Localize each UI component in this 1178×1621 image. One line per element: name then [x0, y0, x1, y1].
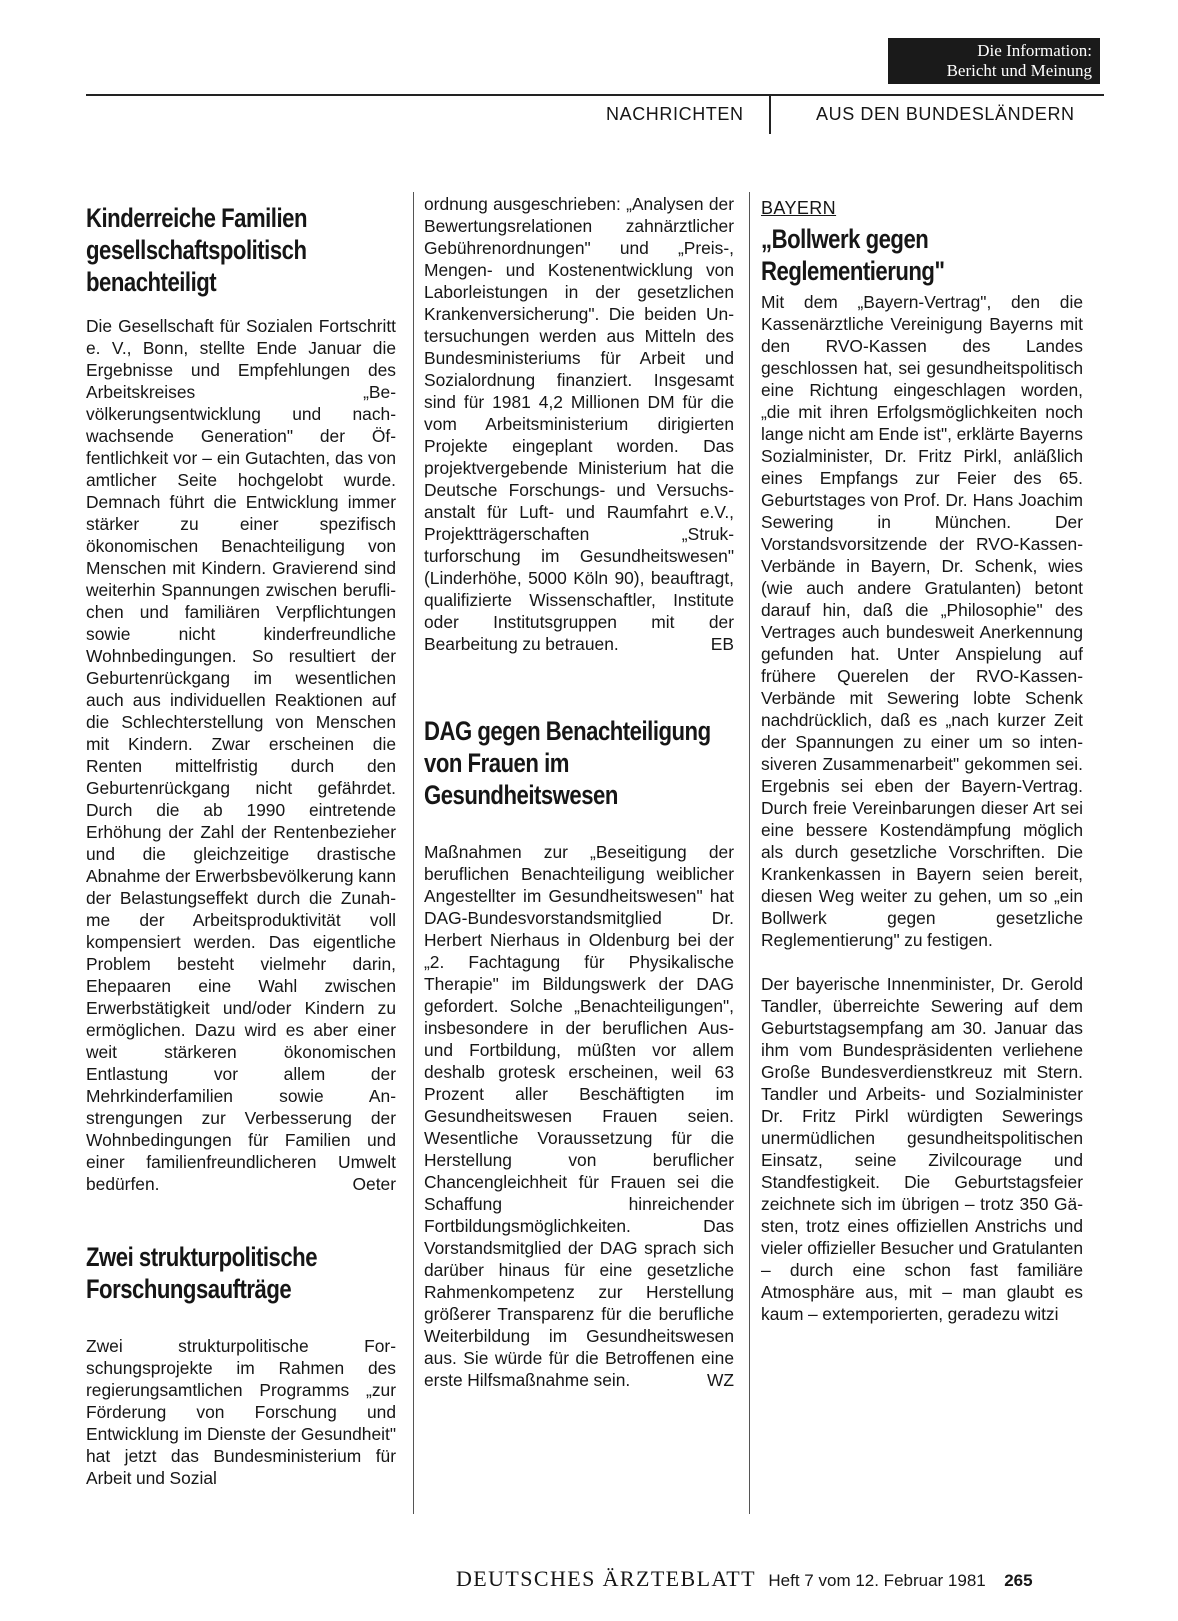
badge-line-2: Bericht und Meinung: [946, 61, 1092, 80]
article-title-research: Zwei strukturpolitische Forschungsaufträge: [86, 1242, 318, 1304]
article-body-bollwerk-1: Mit dem „Bayern-Vertrag", den die Kassenärztliche Vereinigung Bayerns mit den RVO-Kassen des Landes geschlossen hat, sei gesundheitspolitisch eine Richtung eingeschlagen worden, „die mit ihren Erfolgsmöglichkeiten noch lange nicht am Ende ist", erklärte Bayerns Sozialminister, Dr. Fritz Pirkl, anläßlich eines Empfangs zur Feier des 65. Geburtstages von Prof. Dr. Hans Joachim Sewering in München. Der Vorstandsvorsitzende der RVO-Kassen-Verbände in Bayern, Dr. Schenk, wies (wie auch andere Gratulanten) betont darauf hin, daß die „Philosophie" des Vertrages auch bundesweit Anerkennung gefunden hat. Unter Anspielung auf frühere Querelen der RVO-Kassen-Verbände mit Sewering lobte Schenk nachdrücklich, daß es „nach kurzer Zeit der Spannungen zu einer um so intensiveren Zusammenarbeit" gekommen sei. Ergebnis sei eben der Bayern-Vertrag. Durch freie Vereinbarungen dieser Art sei eine bessere Kostendämpfung möglich als durch gesetzliche Vorschriften. Die Krankenkassen in Bayern seien bereit, diesen Weg weiter zu gehen, um so „ein Bollwerk gegen gesetzliche Reglementierung" zu festigen.: [761, 292, 1083, 950]
badge-line-1: Die Information:: [977, 41, 1092, 60]
article-title-dag: DAG gegen Benachteiligung von Frauen im Gesundheitswesen: [424, 716, 711, 810]
page-number: 265: [1004, 1571, 1033, 1590]
header-rule: [86, 94, 1104, 96]
signature-eb: EB: [710, 634, 734, 654]
column-1: [86, 202, 396, 1489]
signature-oeter: Oeter: [352, 1174, 396, 1194]
magazine-name: DEUTSCHES ÄRZTEBLATT: [456, 1566, 756, 1591]
article-body-research: Zwei strukturpolitische Forschungsprojekte im Rahmen des regierungsamtlichen Programms „zur Förderung von Forschung und Entwicklung im Dienste der Gesundheit" hat jetzt das Bundesministerium für Arbeit und Sozial: [86, 1336, 396, 1488]
section-label-states: AUS DEN BUNDESLÄNDERN: [816, 104, 1075, 124]
kicker-bayern: BAYERN: [761, 198, 837, 218]
column-rule-2: [749, 192, 750, 1514]
article-body-families: Die Gesellschaft für Sozialen Fortschritt e. V., Bonn, stellte Ende Januar die Ergebnisse und Empfehlungen des Arbeitskreises „Bevölkerungsentwicklung und nachwachsende Generation" der Öffentlichkeit vor – ein Gutachten, das von amtlicher Seite hochgelobt wurde. Demnach führt die Entwicklung immer stärker zu einer spezifisch ökonomischen Benachteiligung von Menschen mit Kindern. Gravierend sind weiterhin Spannungen zwischen beruflichen und familiären Verpflichtungen sowie nicht kinderfreundliche Wohnbedingungen. So resultiert der Geburtenrückgang im wesentlichen auch aus individuellen Reaktionen auf die Schlechterstellung von Menschen mit Kindern. Zwar erscheinen die Renten mittelfristig durch den Geburtenrückgang nicht gefährdet. Durch die ab 1990 eintretende Erhöhung der Zahl der Rentenbezieher und die gleichzeitige drastische Abnahme der Erwerbsbevölkerung kann der Belastungseffekt durch die Zunahme der Arbeitsproduktivität voll kompensiert werden. Das eigentliche Problem besteht vielmehr darin, Ehepaaren eine Wahl zwischen Erwerbstätigkeit und/oder Kindern zu ermöglichen. Dazu wird es aber einer weit stärkeren ökonomischen Entlastung vor allem der Mehrkinderfamilien sowie Anstrengungen zur Verbesserung der Wohnbedingungen für Familien und einer familienfreundlicheren Umwelt bedürfen. Oeter: [86, 316, 396, 1194]
column-3: [761, 198, 1083, 1325]
article-title-families: Kinderreiche Familien gesellschaftspolitisch benachteiligt: [86, 203, 307, 297]
header-divider: [769, 96, 771, 134]
article-body-research-continued: ordnung ausgeschrieben: „Analysen der Bewertungsrelationen zahnärztlicher Gebührenordnungen" und „Preis-, Mengen- und Kostenentwicklung von Laborleistungen in der gesetzlichen Krankenversicherung". Die beiden Untersuchungen werden aus Mitteln des Bundesministeriums für Arbeit und Sozialordnung finanziert. Insgesamt sind für 1981 4,2 Millionen DM für die vom Arbeitsministerium dirigierten Projekte eingeplant worden. Das projektvergebende Ministerium hat die Deutsche Forschungs- und Versuchsanstalt für Luft- und Raumfahrt e.V., Projektträgerschaften „Strukturforschung im Gesundheitswesen" (Linderhöhe, 5000 Köln 90), beauftragt, qualifizierte Wissenschaftler, Institute oder Institutsgruppen mit der Bearbeitung zu betrauen. EB: [424, 194, 734, 654]
section-label-news: NACHRICHTEN: [606, 104, 744, 124]
column-rule-1: [413, 192, 414, 1514]
section-badge: [888, 38, 1100, 84]
column-2: [424, 193, 734, 1391]
page-footer: [456, 1566, 1033, 1592]
issue-info: Heft 7 vom 12. Februar 1981: [768, 1571, 986, 1590]
signature-wz: WZ: [706, 1370, 734, 1390]
article-title-bollwerk: „Bollwerk gegen Reglementierung": [761, 224, 945, 286]
article-body-bollwerk-2: Der bayerische Innenminister, Dr. Gerold Tandler, überreichte Sewering auf dem Geburtstagsempfang am 30. Januar das ihm vom Bundespräsidenten verliehene Große Bundesverdienstkreuz mit Stern. Tandler und Arbeits- und Sozialminister Dr. Fritz Pirkl würdigten Sewerings unermüdlichen gesundheitspolitischen Einsatz, seine Zivilcourage und Standfestigkeit. Die Geburtstagsfeier zeichnete sich im übrigen – trotz 350 Gästen, trotz eines offiziellen Anstrichs und vieler offizieller Besucher und Gratulanten – durch eine schon fast familiäre Atmosphäre aus, mit – man glaubt es kaum – extemporierten, geradezu witzi: [761, 974, 1083, 1324]
article-body-dag: Maßnahmen zur „Beseitigung der beruflichen Benachteiligung weiblicher Angestellter im Gesundheitswesen" hat DAG-Bundesvorstandsmitglied Dr. Herbert Nierhaus in Oldenburg bei der „2. Fachtagung für Physikalische Therapie" im Bildungswerk der DAG gefordert. Solche „Benachteiligungen", insbesondere in der beruflichen Aus- und Fortbildung, müßten vor allem deshalb grotesk erscheinen, weil 63 Prozent aller Beschäftigten im Gesundheitswesen Frauen seien. Wesentliche Voraussetzung für die Herstellung von beruflicher Chancengleichheit für Frauen sei die Schaffung hinreichender Fortbildungsmöglichkeiten. Das Vorstandsmitglied der DAG sprach sich darüber hinaus für eine gesetzliche Rahmenkompetenz zur Herstellung größerer Transparenz für die berufliche Weiterbildung im Gesundheitswesen aus. Sie würde für die Betroffenen eine erste Hilfsmaßnahme sein. WZ: [424, 842, 734, 1390]
